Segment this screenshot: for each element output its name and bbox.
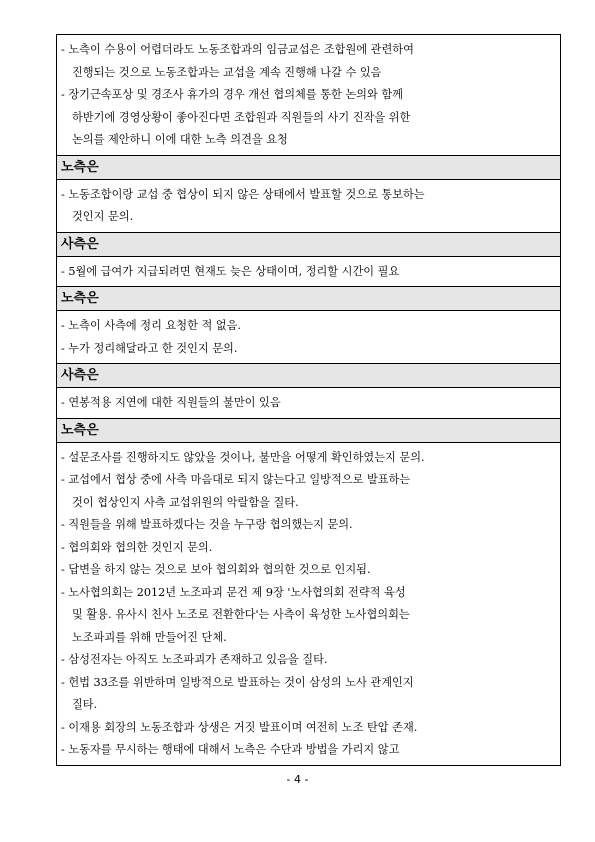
statement-line: 질타. [72,698,98,711]
statement-line: - 삼성전자는 아직도 노조파괴가 존재하고 있음을 질타. [61,653,328,666]
statement-line: - 답변을 하지 않는 것으로 보아 협의회와 협의한 것으로 인지됨. [61,563,371,576]
statement-line: - 노측이 사측에 정리 요청한 적 없음. [61,319,241,332]
statement-block [57,443,560,766]
page-number: - 4 - [286,773,309,786]
statement-block [57,311,560,364]
minutes-table [56,34,561,766]
statement-block [57,257,560,288]
speaker-heading: 사측은 [57,364,560,388]
statement-line: - 장기근속포상 및 경조사 휴가의 경우 개선 협의체를 통한 논의와 함께 [61,88,403,101]
statement-line: 하반기에 경영상황이 좋아진다면 조합원과 직원들의 사기 진작을 위한 [72,110,411,124]
statement-line: - 이재용 회장의 노동조합과 상생은 거짓 발표이며 여전히 노조 탄압 존재. [61,720,418,734]
statement-line: - 노측이 수용이 어렵더라도 노동조합과의 임금교섭은 조합원에 관련하여 [61,43,414,56]
speaker-heading: 노측은 [57,287,560,311]
speaker-heading: 사측은 [57,233,560,257]
statement-line: 진행되는 것으로 노동조합과는 교섭을 계속 진행해 나갈 수 있음 [72,65,382,79]
statement-line: - 노동조합이랑 교섭 중 협상이 되지 않은 상태에서 발표할 것으로 통보하는 [61,187,425,201]
statement-line: - 교섭에서 협상 중에 사측 마음대로 되지 않는다고 일방적으로 발표하는 [61,473,411,486]
statement-line: 노조파괴를 위해 만들어진 단체. [72,630,227,644]
statement-line: 논의를 제안하니 이에 대한 노측 의견을 요청 [72,133,288,146]
statement-line: - 설문조사를 진행하지도 않았을 것이나, 불만을 어떻게 확인하였는지 문의. [61,450,425,464]
statement-line: - 노사협의회는 2012년 노조파괴 문건 제 9장 '노사협의회 전략적 육성 [61,585,406,599]
statement-line: - 누가 정리해달라고 한 것인지 문의. [61,341,238,355]
statement-line: - 협의회와 협의한 것인지 문의. [61,540,213,554]
statement-line: - 직원들을 위해 발표하겠다는 것을 누구랑 협의했는지 문의. [61,518,353,531]
statement-line: - 연봉적용 지연에 대한 직원들의 불만이 있음 [61,396,281,409]
statement-line: 및 활용. 유사시 친사 노조로 전환한다'는 사측이 육성한 노사협의회는 [72,608,410,621]
statement-line: - 노동자를 무시하는 행태에 대해서 노측은 수단과 방법을 가리지 않고 [61,743,400,756]
statement-line: 것인지 문의. [72,210,134,223]
speaker-heading: 노측은 [57,419,560,443]
statement-line: 것이 협상인지 사측 교섭위원의 악랄함을 질타. [72,495,299,509]
statement-block [57,388,560,419]
statement-line: - 헌법 33조를 위반하며 일방적으로 발표하는 것이 삼성의 노사 관계인지 [61,675,414,689]
statement-block [57,35,560,156]
speaker-heading: 노측은 [57,156,560,180]
statement-line: - 5월에 급여가 지급되려면 현재도 늦은 상태이며, 정리할 시간이 필요 [61,264,400,278]
statement-block [57,180,560,233]
